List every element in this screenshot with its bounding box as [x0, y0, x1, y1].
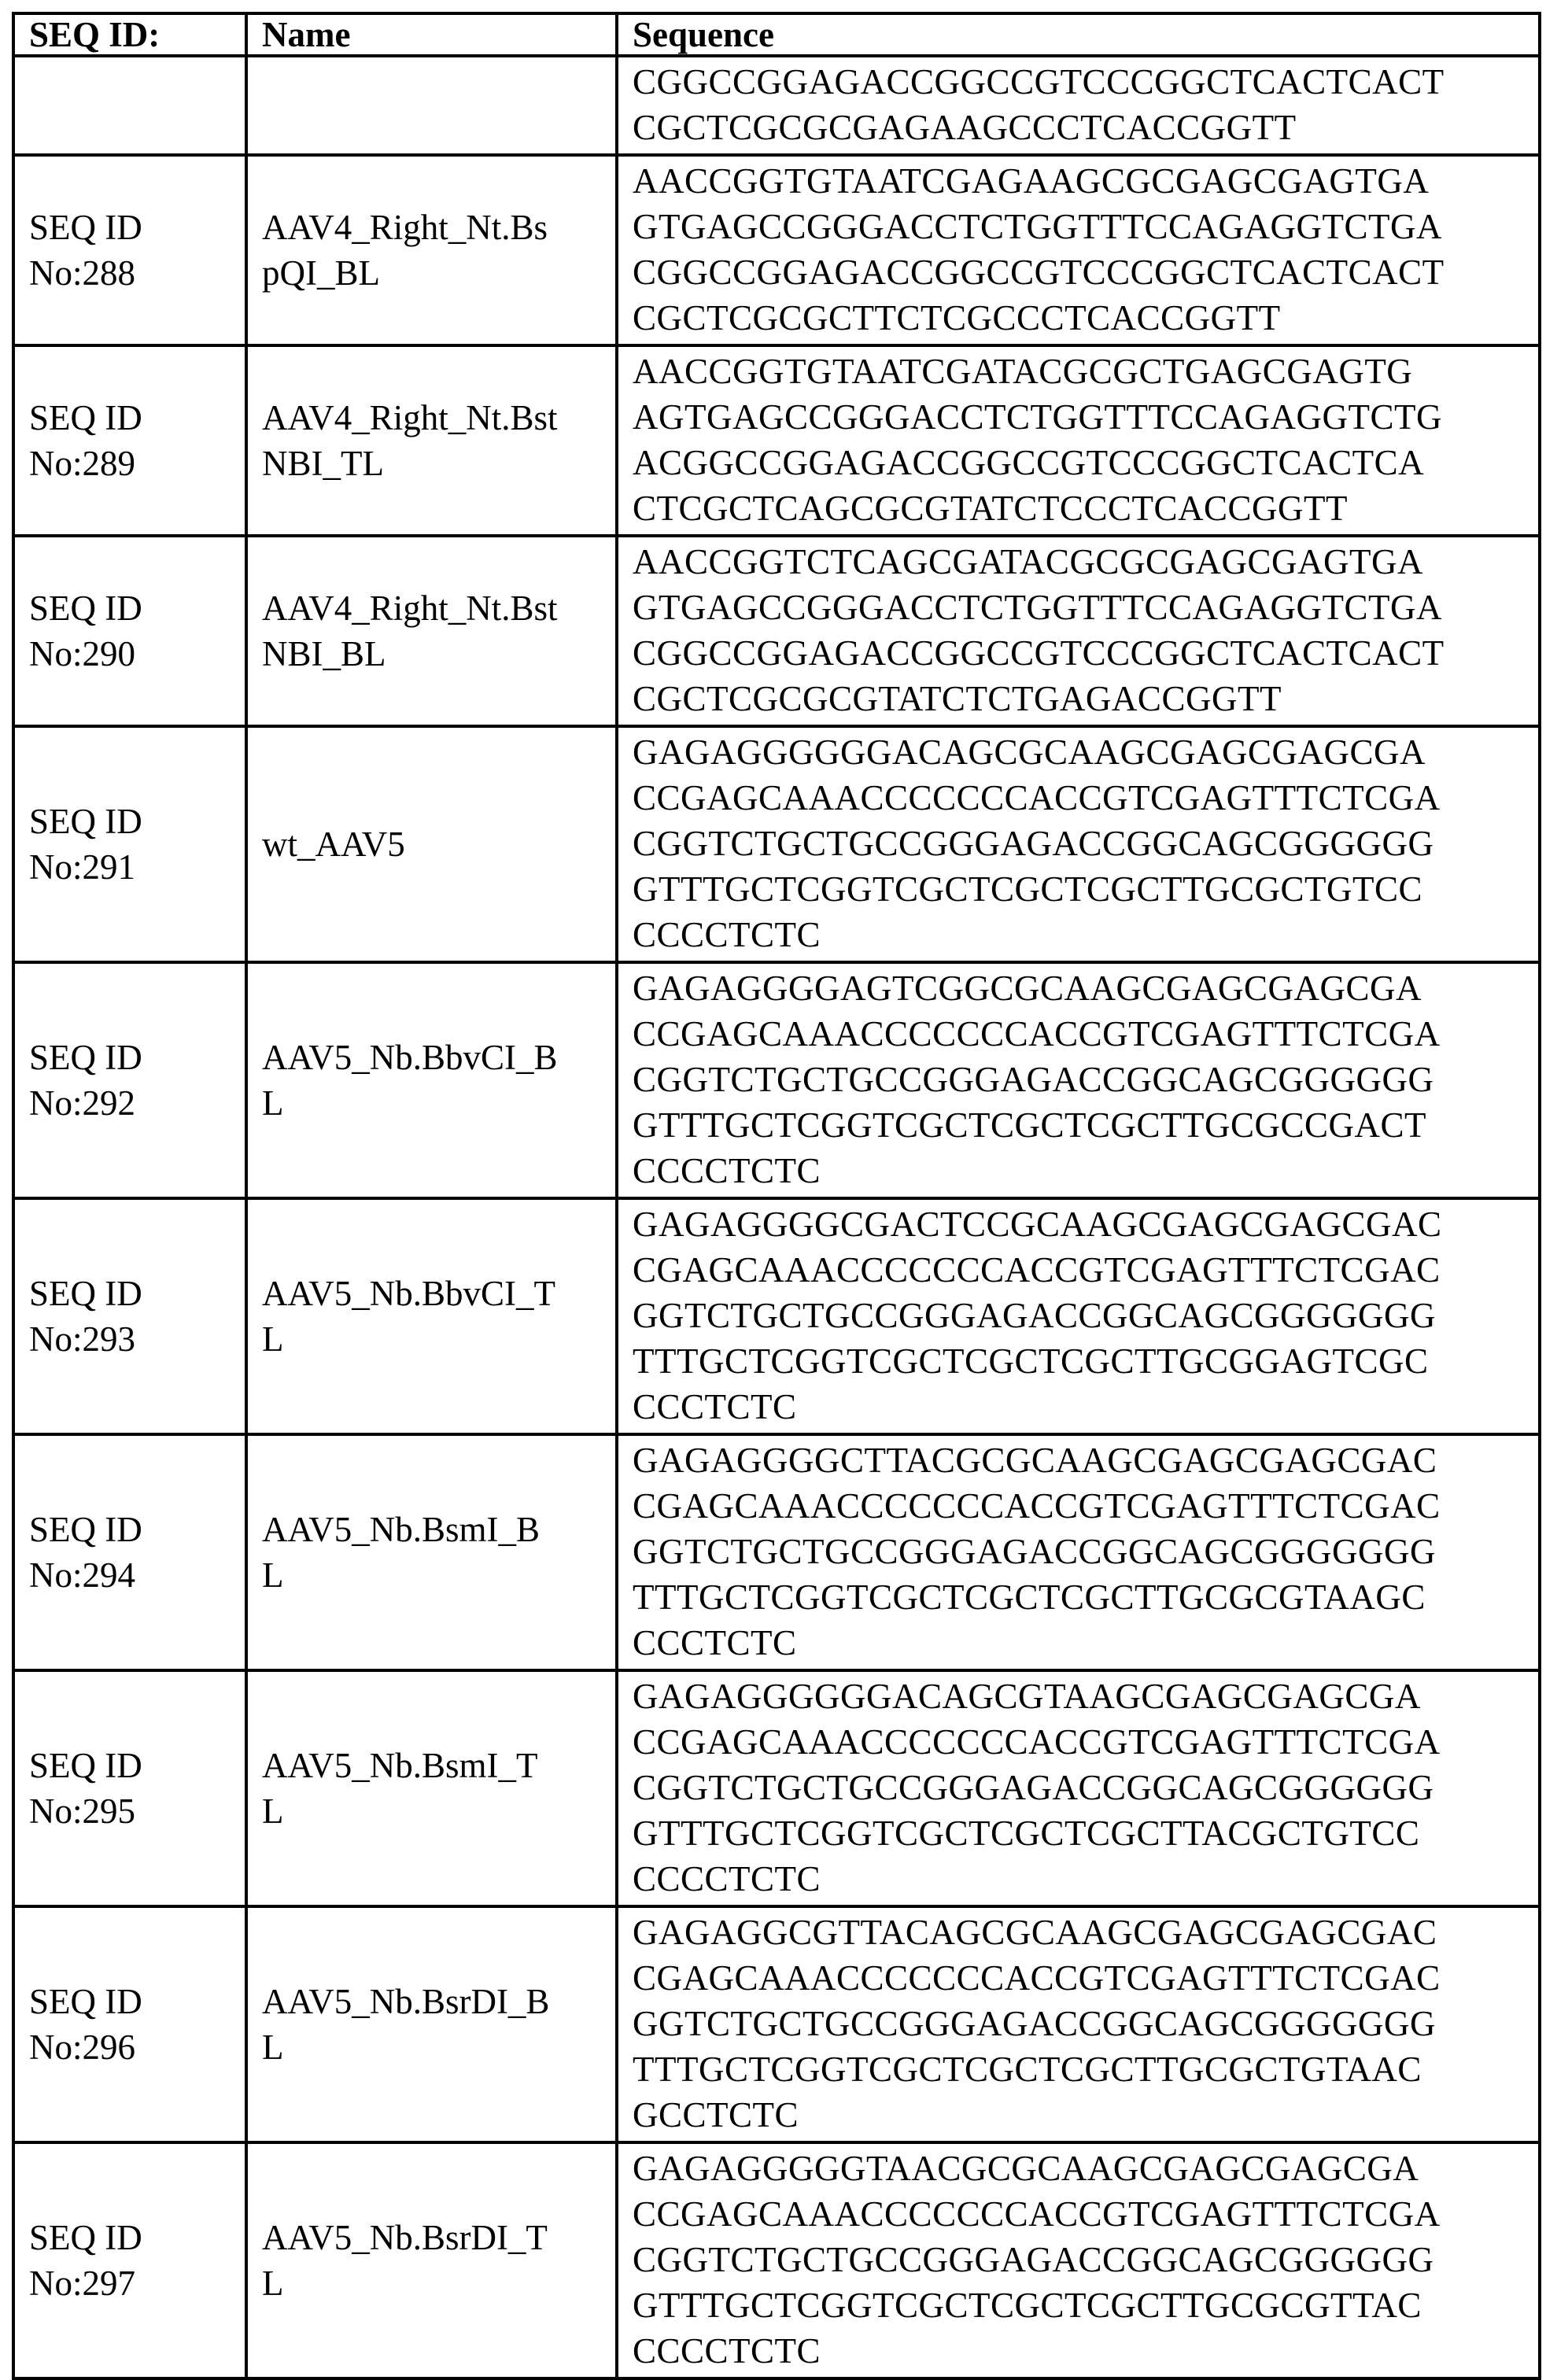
- table-row: [13, 56, 1540, 155]
- name-text: AAV4_Right_Nt.Bs: [262, 208, 548, 247]
- sequence-line: GGTCTGCTGCCGGGAGACCGGCAGCGGGGGGG: [633, 1296, 1437, 1335]
- sequence-line: CCCCTCTC: [633, 1859, 821, 1898]
- sequence-line: CGCTCGCGCTTCTCGCCCTCACCGGTT: [633, 298, 1281, 338]
- seq-id-text: SEQ ID: [29, 1510, 142, 1549]
- sequence-line: CTCGCTCAGCGCGTATCTCCCTCACCGGTT: [633, 489, 1348, 528]
- name-cell: [246, 56, 617, 155]
- sequence-line: CGGCCGGAGACCGGCCGTCCCGGCTCACTCACT: [633, 253, 1445, 292]
- sequence-cell: [617, 2142, 1540, 2378]
- sequence-line: AACCGGTGTAATCGAGAAGCGCGAGCGAGTGA: [633, 161, 1430, 201]
- seq-id-cell: [13, 2142, 246, 2378]
- table-row: [13, 345, 1540, 536]
- sequence-line: GAGAGGGGGGACAGCGTAAGCGAGCGAGCGA: [633, 1677, 1421, 1716]
- table-row: [13, 1198, 1540, 1434]
- header-sequence: Sequence: [617, 13, 1540, 56]
- seq-id-text: SEQ ID: [29, 398, 142, 437]
- sequence-line: AACCGGTCTCAGCGATACGCGCGAGCGAGTGA: [633, 542, 1423, 581]
- seq-id-text: SEQ ID: [29, 1746, 142, 1785]
- sequence-cell: [617, 56, 1540, 155]
- sequence-line: CGCTCGCGCGTATCTCTGAGACCGGTT: [633, 679, 1282, 718]
- sequence-line: GAGAGGGGGTAACGCGCAAGCGAGCGAGCGA: [633, 2149, 1419, 2188]
- name-text: AAV5_Nb.BbvCI_T: [262, 1274, 555, 1313]
- seq-id-cell: [13, 56, 246, 155]
- sequence-line: GAGAGGGGAGTCGGCGCAAGCGAGCGAGCGA: [633, 969, 1422, 1008]
- seq-id-cell: [13, 726, 246, 962]
- seq-id-cell: [13, 1906, 246, 2142]
- header-seq-id: SEQ ID:: [13, 13, 246, 56]
- name-text: AAV5_Nb.BsrDI_T: [262, 2218, 548, 2257]
- sequence-cell: [617, 1906, 1540, 2142]
- seq-id-text: SEQ ID: [29, 1038, 142, 1077]
- name-text: L: [262, 1555, 284, 1595]
- sequence-table: [12, 12, 1541, 2380]
- seq-id-cell: [13, 155, 246, 345]
- sequence-cell: [617, 1670, 1540, 1906]
- sequence-line: GTTTGCTCGGTCGCTCGCTCGCTTGCGCGTTAC: [633, 2286, 1422, 2325]
- name-cell: [246, 1434, 617, 1670]
- sequence-line: ACGGCCGGAGACCGGCCGTCCCGGCTCACTCA: [633, 443, 1425, 482]
- seq-id-cell: [13, 962, 246, 1198]
- sequence-line: CCGAGCAAACCCCCCCACCGTCGAGTTTCTCGA: [633, 2194, 1441, 2234]
- name-text: pQI_BL: [262, 253, 380, 293]
- table-row: [13, 1906, 1540, 2142]
- sequence-line: GGTCTGCTGCCGGGAGACCGGCAGCGGGGGGG: [633, 1532, 1437, 1571]
- table-row: [13, 726, 1540, 962]
- sequence-line: CCGAGCAAACCCCCCCACCGTCGAGTTTCTCGA: [633, 1014, 1441, 1053]
- name-text: AAV5_Nb.BsmI_T: [262, 1746, 538, 1785]
- sequence-line: GAGAGGGGCTTACGCGCAAGCGAGCGAGCGAC: [633, 1441, 1437, 1480]
- table-row: [13, 962, 1540, 1198]
- name-cell: [246, 1906, 617, 2142]
- sequence-line: CGAGCAAACCCCCCCACCGTCGAGTTTCTCGAC: [633, 1486, 1441, 1526]
- sequence-cell: [617, 536, 1540, 726]
- sequence-line: CCGAGCAAACCCCCCCACCGTCGAGTTTCTCGA: [633, 778, 1441, 817]
- seq-id-text: No:297: [29, 2264, 135, 2303]
- seq-id-cell: [13, 1670, 246, 1906]
- sequence-cell: [617, 345, 1540, 536]
- name-cell: [246, 726, 617, 962]
- seq-id-cell: [13, 1434, 246, 1670]
- seq-id-text: SEQ ID: [29, 208, 142, 247]
- seq-id-text: SEQ ID: [29, 1982, 142, 2021]
- seq-id-text: SEQ ID: [29, 1274, 142, 1313]
- table-row: [13, 536, 1540, 726]
- sequence-line: CCCTCTC: [633, 1623, 797, 1662]
- sequence-cell: [617, 726, 1540, 962]
- sequence-line: TTTGCTCGGTCGCTCGCTCGCTTGCGCGTAAGC: [633, 1577, 1426, 1617]
- sequence-line: GTGAGCCGGGACCTCTGGTTTCCAGAGGTCTGA: [633, 588, 1442, 627]
- table-row: [13, 1434, 1540, 1670]
- sequence-line: AGTGAGCCGGGACCTCTGGTTTCCAGAGGTCTG: [633, 397, 1442, 437]
- sequence-line: GAGAGGGGCGACTCCGCAAGCGAGCGAGCGAC: [633, 1205, 1442, 1244]
- sequence-line: CGAGCAAACCCCCCCACCGTCGAGTTTCTCGAC: [633, 1250, 1441, 1290]
- name-text: L: [262, 2264, 284, 2303]
- sequence-line: CGGCCGGAGACCGGCCGTCCCGGCTCACTCACT: [633, 633, 1445, 673]
- name-text: L: [262, 1791, 284, 1831]
- sequence-line: AACCGGTGTAATCGATACGCGCTGAGCGAGTG: [633, 352, 1413, 391]
- sequence-line: GTTTGCTCGGTCGCTCGCTCGCTTGCGCTGTCC: [633, 869, 1423, 909]
- sequence-line: TTTGCTCGGTCGCTCGCTCGCTTGCGCTGTAAC: [633, 2050, 1422, 2089]
- name-cell: [246, 962, 617, 1198]
- seq-id-text: No:292: [29, 1083, 135, 1123]
- sequence-line: CCGAGCAAACCCCCCCACCGTCGAGTTTCTCGA: [633, 1722, 1441, 1762]
- seq-id-text: No:291: [29, 847, 135, 887]
- name-text: AAV4_Right_Nt.Bst: [262, 589, 558, 628]
- name-text: NBI_TL: [262, 444, 384, 483]
- sequence-line: GAGAGGGGGGACAGCGCAAGCGAGCGAGCGA: [633, 732, 1426, 772]
- sequence-line: CGAGCAAACCCCCCCACCGTCGAGTTTCTCGAC: [633, 1958, 1441, 1998]
- name-cell: [246, 155, 617, 345]
- name-cell: [246, 1198, 617, 1434]
- seq-id-text: SEQ ID: [29, 802, 142, 841]
- table-header-row: [13, 13, 1540, 56]
- seq-id-text: No:289: [29, 444, 135, 483]
- sequence-line: GTGAGCCGGGACCTCTGGTTTCCAGAGGTCTGA: [633, 207, 1442, 246]
- seq-id-text: No:295: [29, 1791, 135, 1831]
- name-cell: [246, 2142, 617, 2378]
- sequence-line: GTTTGCTCGGTCGCTCGCTCGCTTACGCTGTCC: [633, 1814, 1420, 1853]
- seq-id-text: No:288: [29, 253, 135, 293]
- sequence-line: TTTGCTCGGTCGCTCGCTCGCTTGCGGAGTCGC: [633, 1341, 1429, 1381]
- sequence-cell: [617, 1198, 1540, 1434]
- sequence-line: CGGCCGGAGACCGGCCGTCCCGGCTCACTCACT: [633, 62, 1445, 101]
- table-row: [13, 1670, 1540, 1906]
- sequence-line: GAGAGGCGTTACAGCGCAAGCGAGCGAGCGAC: [633, 1913, 1437, 1952]
- sequence-line: CCCCTCTC: [633, 2331, 821, 2371]
- seq-id-text: No:293: [29, 1319, 135, 1359]
- seq-id-cell: [13, 1198, 246, 1434]
- sequence-cell: [617, 1434, 1540, 1670]
- seq-id-cell: [13, 345, 246, 536]
- seq-id-text: No:296: [29, 2028, 135, 2067]
- table-row: [13, 2142, 1540, 2378]
- name-text: AAV5_Nb.BsmI_B: [262, 1510, 540, 1549]
- sequence-line: CCCCTCTC: [633, 1151, 821, 1190]
- name-text: L: [262, 1083, 284, 1123]
- sequence-line: CGCTCGCGCGAGAAGCCCTCACCGGTT: [633, 108, 1297, 147]
- name-cell: [246, 1670, 617, 1906]
- sequence-cell: [617, 155, 1540, 345]
- seq-id-text: SEQ ID: [29, 2218, 142, 2257]
- name-text: L: [262, 2028, 284, 2067]
- name-text: AAV5_Nb.BsrDI_B: [262, 1982, 550, 2021]
- sequence-line: GGTCTGCTGCCGGGAGACCGGCAGCGGGGGGG: [633, 2004, 1437, 2043]
- name-cell: [246, 345, 617, 536]
- name-text: NBI_BL: [262, 634, 386, 673]
- sequence-line: CGGTCTGCTGCCGGGAGACCGGCAGCGGGGGG: [633, 1060, 1434, 1099]
- name-text: AAV5_Nb.BbvCI_B: [262, 1038, 558, 1077]
- name-text: wt_AAV5: [262, 825, 405, 864]
- seq-id-text: SEQ ID: [29, 589, 142, 628]
- seq-id-text: No:294: [29, 1555, 135, 1595]
- seq-id-cell: [13, 536, 246, 726]
- sequence-line: CGGTCTGCTGCCGGGAGACCGGCAGCGGGGGG: [633, 824, 1434, 863]
- sequence-line: CGGTCTGCTGCCGGGAGACCGGCAGCGGGGGG: [633, 2240, 1434, 2279]
- sequence-line: GTTTGCTCGGTCGCTCGCTCGCTTGCGCCGACT: [633, 1105, 1427, 1145]
- name-text: AAV4_Right_Nt.Bst: [262, 398, 558, 437]
- sequence-line: CGGTCTGCTGCCGGGAGACCGGCAGCGGGGGG: [633, 1768, 1434, 1807]
- sequence-line: CCCCTCTC: [633, 915, 821, 954]
- sequence-line: GCCTCTC: [633, 2095, 799, 2135]
- sequence-line: CCCTCTC: [633, 1387, 797, 1426]
- seq-id-text: No:290: [29, 634, 135, 673]
- header-name: Name: [246, 13, 617, 56]
- sequence-cell: [617, 962, 1540, 1198]
- table-row: [13, 155, 1540, 345]
- name-text: L: [262, 1319, 284, 1359]
- name-cell: [246, 536, 617, 726]
